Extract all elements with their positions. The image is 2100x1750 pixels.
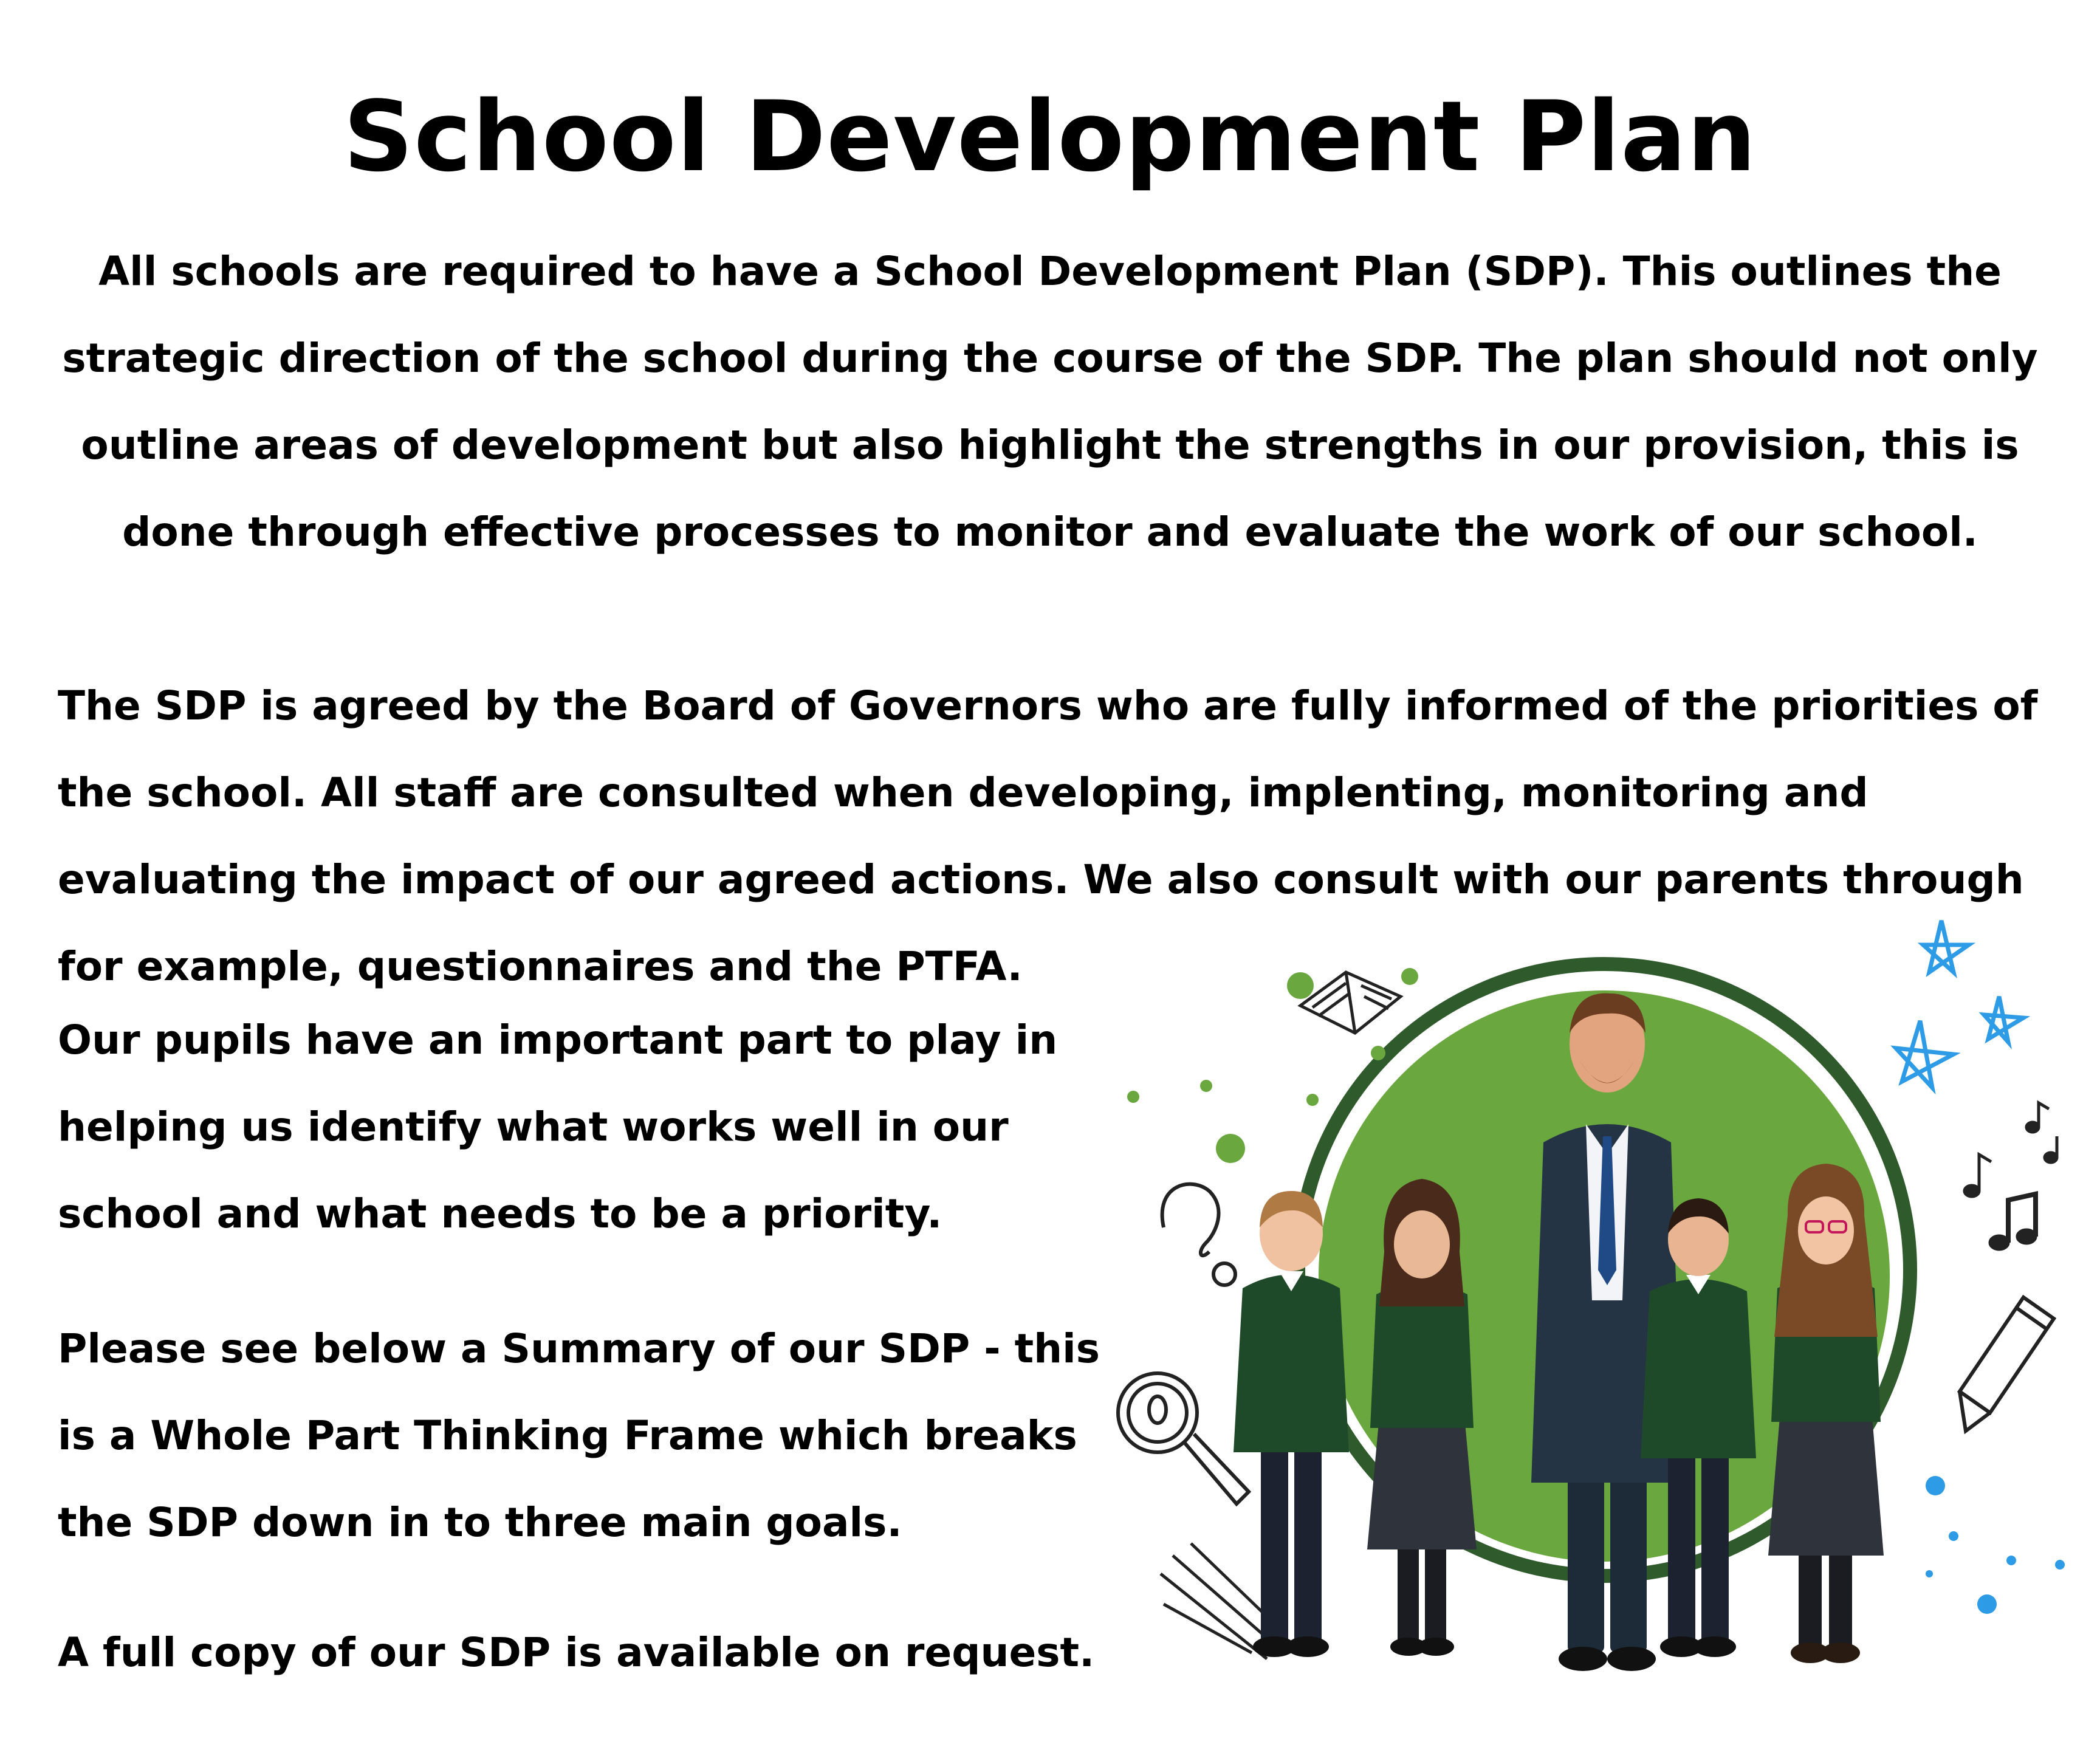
question-mark-icon xyxy=(1162,1184,1235,1285)
summary-paragraph: Please see below a Summary of our SDP - this is a Whole Part Thinking Frame which breaks the SDP down in to three main goals. xyxy=(58,1325,1100,1546)
page-title: School Development Plan xyxy=(343,80,1757,193)
pupil-girl-right xyxy=(1768,1164,1884,1663)
blue-star-icons xyxy=(1896,921,2023,1088)
open-book-icon xyxy=(1300,972,1401,1033)
blue-dots xyxy=(1926,1476,2065,1614)
full-copy-note: A full copy of our SDP is available on request. xyxy=(58,1629,1095,1676)
magnifier-icon xyxy=(1118,1373,1249,1504)
music-note-icons xyxy=(1964,1103,2057,1249)
intro-paragraph: All schools are required to have a School Development Plan (SDP). This outlines the strategic direction of the school during the course of the SDP. The plan should not only outline areas of development but also highlight the strengths in our provision, this is done through effective processes to monitor and evaluate the work of our school. xyxy=(62,248,2038,555)
governors-paragraph: The SDP is agreed by the Board of Governors who are fully informed of the priorities of the school. All staff are consulted when developing, implenting, monitoring and evaluating the impact of our agreed actions. We also consult with our parents through for example, questionnaires and the PTFA. xyxy=(58,682,2038,990)
staff-and-pupils-photo xyxy=(1106,899,2100,1750)
pencil-icon xyxy=(1960,1297,2054,1431)
pupils-paragraph: Our pupils have an important part to play in helping us identify what works well in our school and what needs to be a priority. xyxy=(58,1017,1058,1237)
